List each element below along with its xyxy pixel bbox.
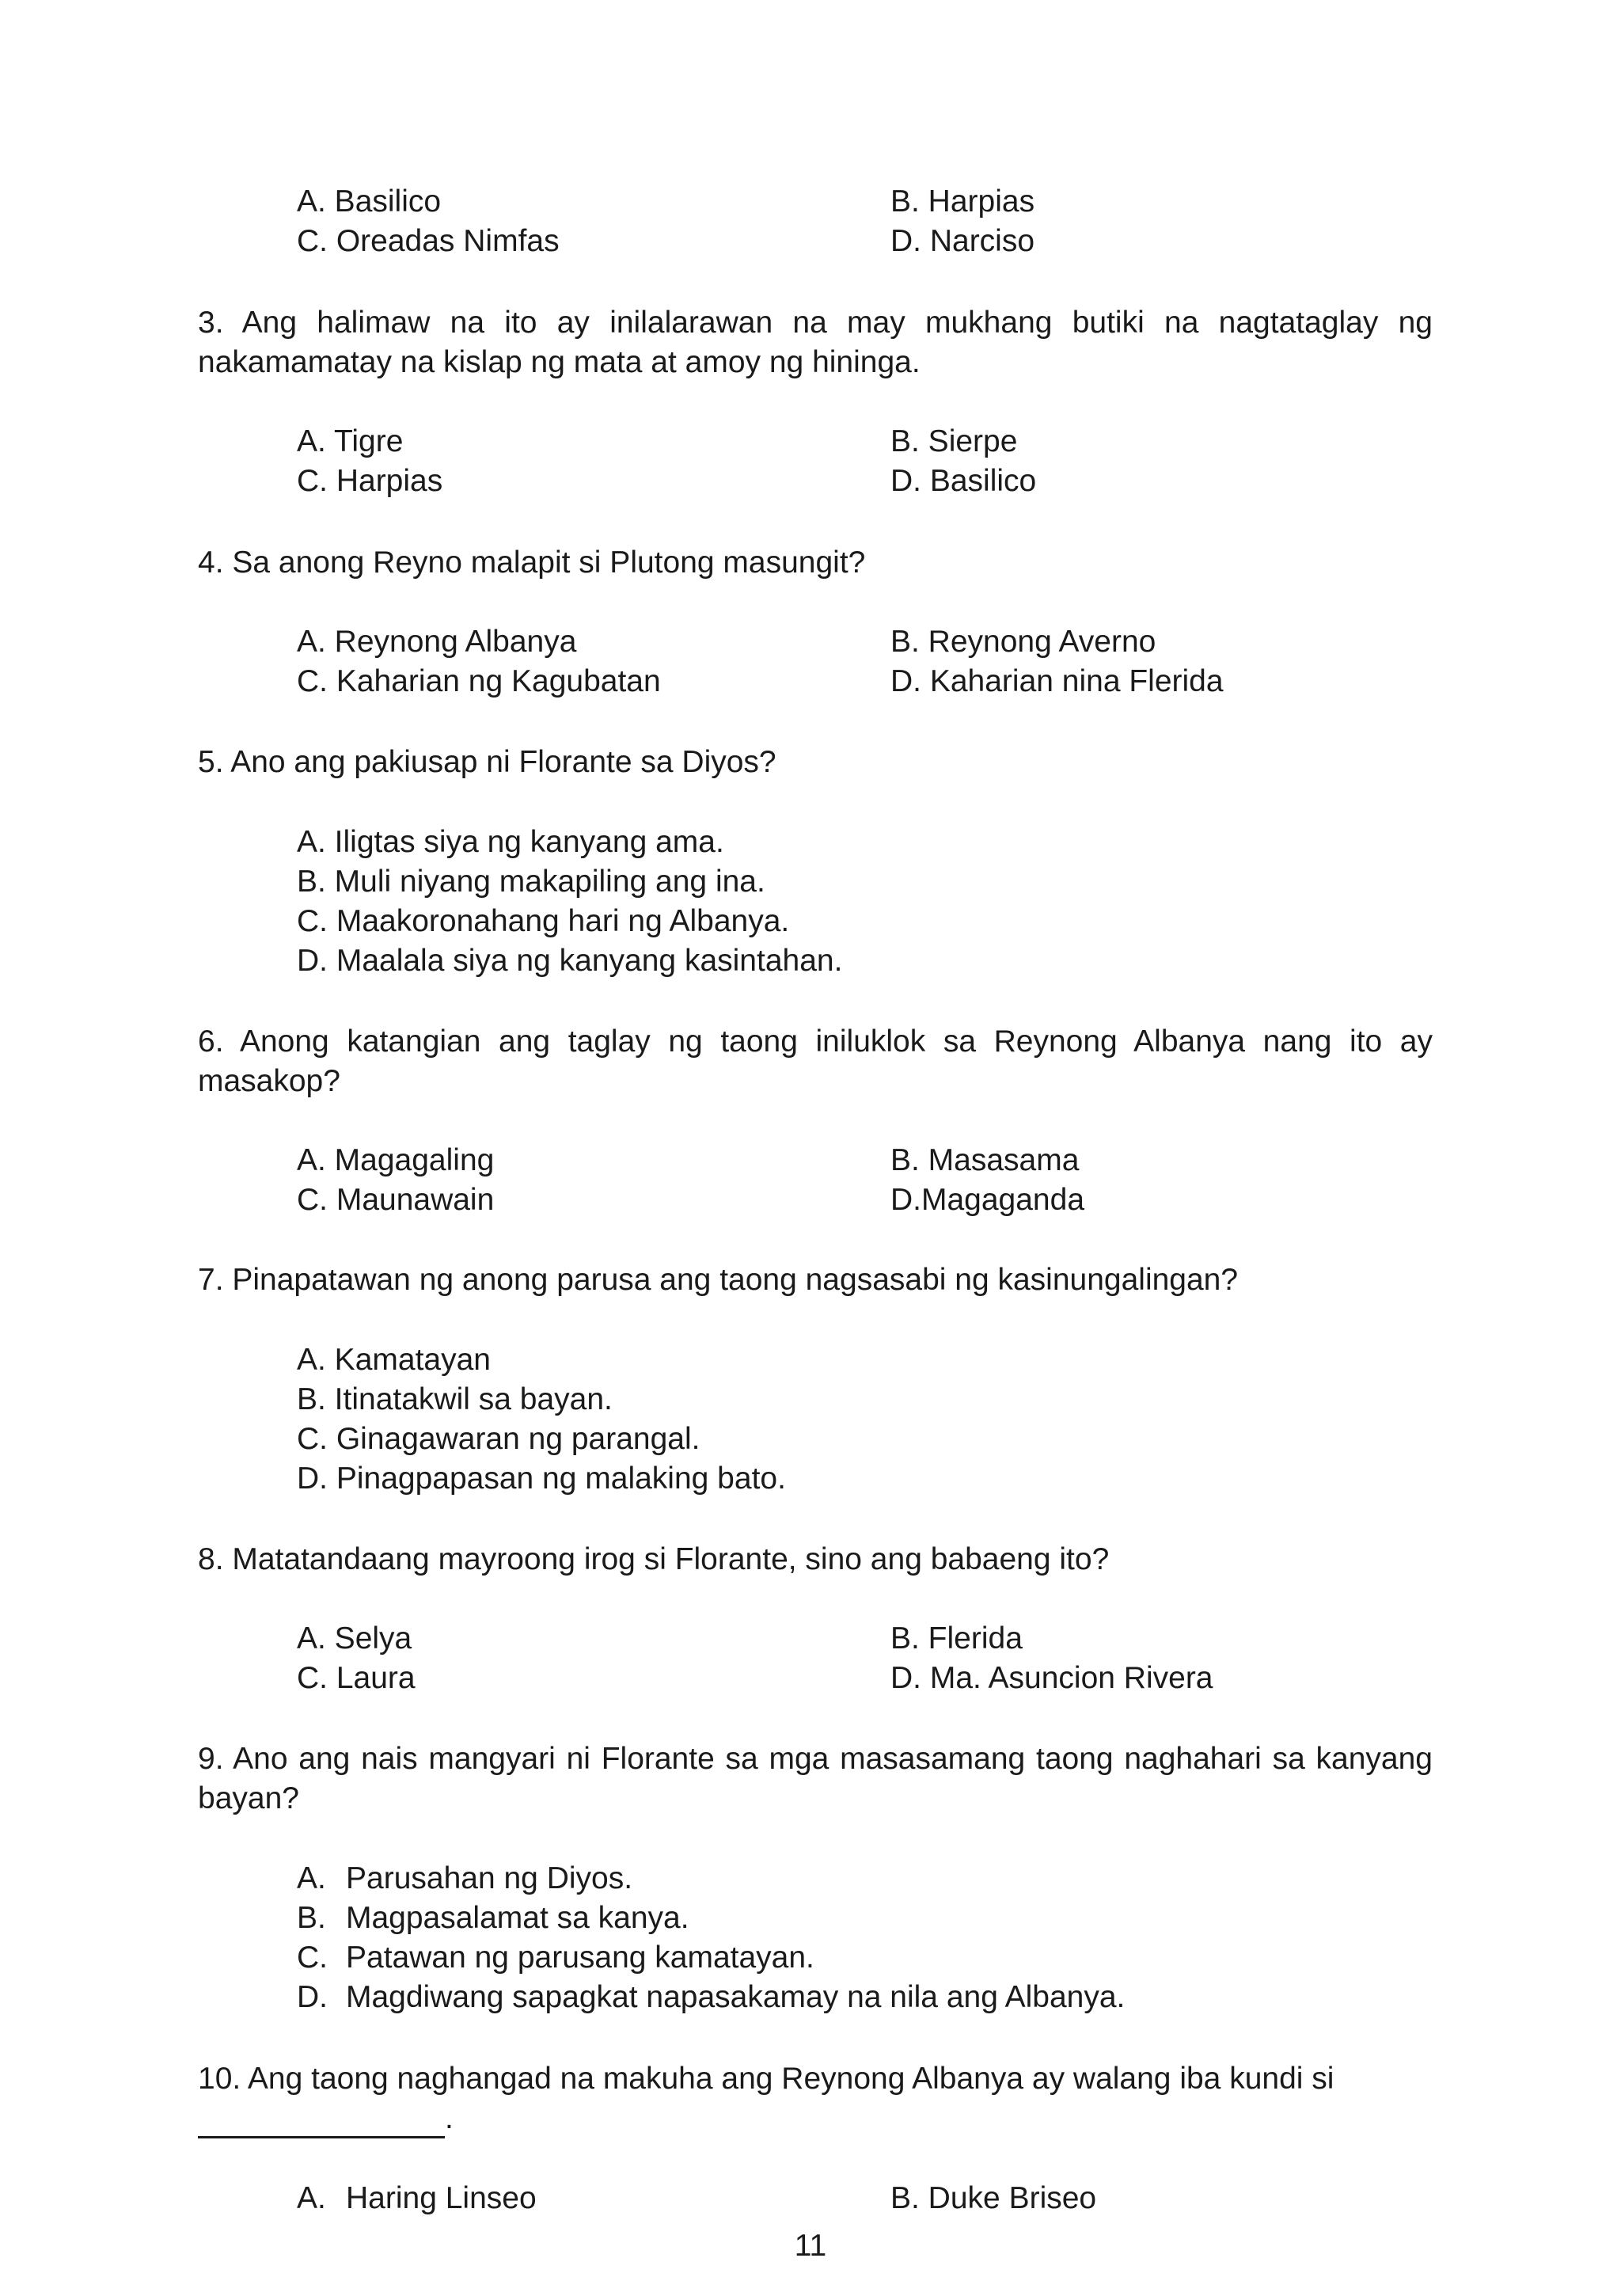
option-b[interactable]: B. Reynong Averno bbox=[890, 625, 1156, 659]
option-b[interactable]: B. Masasama bbox=[890, 1143, 1080, 1177]
question-3 bbox=[198, 303, 1433, 382]
option-row bbox=[297, 222, 1437, 261]
option-letter: B. bbox=[297, 1901, 326, 1935]
question-text: 8. Matatandaang mayroong irog si Florante, sino ang babaeng ito? bbox=[198, 1542, 1110, 1576]
option-text: Magdiwang sapagkat napasakamay na nila ang Albanya. bbox=[346, 1980, 1126, 2014]
question-10 bbox=[198, 2059, 1433, 2138]
answer-blank-line bbox=[198, 2099, 1433, 2138]
option-a[interactable]: A. Iligtas siya ng kanyang ama. bbox=[297, 825, 724, 859]
option-letter: C. bbox=[297, 1941, 328, 1975]
option-letter: D. bbox=[297, 1980, 328, 2014]
option-c[interactable]: C. Kaharian ng Kagubatan bbox=[297, 664, 661, 698]
question-text: 10. Ang taong naghangad na makuha ang Reynong Albanya ay walang iba kundi si bbox=[198, 2062, 1334, 2096]
option-a[interactable]: A. Selya bbox=[297, 1621, 412, 1655]
option-b[interactable]: B. Flerida bbox=[890, 1621, 1023, 1655]
option-c[interactable]: C. Harpias bbox=[297, 464, 443, 498]
option-b[interactable]: B. Itinatakwil sa bayan. bbox=[297, 1382, 613, 1416]
option-row bbox=[297, 622, 1437, 662]
question-text: 3. Ang halimaw na ito ay inilalarawan na may mukhang butiki na nagtataglay ng nakamamatay na kislap ng mata at amoy ng hininga. bbox=[198, 306, 1433, 379]
option-d[interactable]: D. Pinagpapasan ng malaking bato. bbox=[297, 1462, 786, 1496]
option-text: Magpasalamat sa kanya. bbox=[346, 1901, 689, 1935]
option-letter: A. bbox=[297, 1861, 326, 1895]
option-a[interactable] bbox=[297, 2179, 537, 2218]
question-text: 6. Anong katangian ang taglay ng taong iniluklok sa Reynong Albanya nang ito ay masakop? bbox=[198, 1024, 1433, 1098]
option-c[interactable]: C. Oreadas Nimfas bbox=[297, 224, 560, 258]
answer-blank[interactable] bbox=[198, 2106, 445, 2138]
option-a[interactable]: A. Tigre bbox=[297, 424, 404, 458]
option-text: Parusahan ng Diyos. bbox=[346, 1861, 633, 1895]
option-d[interactable]: D.Magaganda bbox=[890, 1183, 1085, 1217]
blank-period: . bbox=[445, 2101, 454, 2135]
option-d[interactable]: D. Basilico bbox=[890, 464, 1037, 498]
q7-options bbox=[297, 1340, 1405, 1499]
option-a[interactable] bbox=[297, 1859, 1405, 1899]
option-b[interactable]: B. Muli niyang makapiling ang ina. bbox=[297, 865, 765, 899]
option-d[interactable] bbox=[297, 1978, 1405, 2017]
option-c[interactable]: C. Maunawain bbox=[297, 1183, 495, 1217]
question-6 bbox=[198, 1022, 1433, 1101]
option-a[interactable]: A. Basilico bbox=[297, 184, 442, 219]
option-a[interactable]: A. Reynong Albanya bbox=[297, 625, 577, 659]
option-c[interactable] bbox=[297, 1938, 1405, 1978]
q3-options bbox=[297, 422, 1437, 501]
option-d[interactable]: D. Maalala siya ng kanyang kasintahan. bbox=[297, 944, 843, 978]
question-text: 4. Sa anong Reyno malapit si Plutong masungit? bbox=[198, 545, 866, 580]
q2-options bbox=[297, 182, 1437, 261]
option-c[interactable]: C. Laura bbox=[297, 1661, 416, 1695]
q4-options bbox=[297, 622, 1437, 701]
option-c[interactable]: C. Maakoronahang hari ng Albanya. bbox=[297, 904, 790, 938]
q5-options bbox=[297, 823, 1405, 981]
option-a[interactable]: A. Magagaling bbox=[297, 1143, 495, 1177]
question-8 bbox=[198, 1540, 1433, 1579]
q10-options bbox=[297, 2179, 1437, 2218]
option-b[interactable]: B. Sierpe bbox=[890, 424, 1018, 458]
option-row bbox=[297, 1141, 1437, 1180]
question-text: 7. Pinapatawan ng anong parusa ang taong nagsasabi ng kasinungalingan? bbox=[198, 1263, 1239, 1297]
q8-options bbox=[297, 1619, 1437, 1698]
question-7 bbox=[198, 1260, 1433, 1300]
question-text: 9. Ano ang nais mangyari ni Florante sa mga masasamang taong naghahari sa kanyang bayan? bbox=[198, 1742, 1433, 1815]
option-row bbox=[297, 1659, 1437, 1698]
option-row bbox=[297, 2179, 1437, 2218]
option-row bbox=[297, 662, 1437, 701]
option-d[interactable]: D. Ma. Asuncion Rivera bbox=[890, 1661, 1213, 1695]
option-row bbox=[297, 1619, 1437, 1659]
option-d[interactable]: D. Narciso bbox=[890, 224, 1035, 258]
option-d[interactable]: D. Kaharian nina Flerida bbox=[890, 664, 1224, 698]
option-row bbox=[297, 182, 1437, 222]
question-9 bbox=[198, 1739, 1433, 1819]
option-row bbox=[297, 1180, 1437, 1220]
option-row bbox=[297, 462, 1437, 501]
question-5 bbox=[198, 743, 1433, 782]
option-letter: A. bbox=[297, 2181, 326, 2215]
question-text: 5. Ano ang pakiusap ni Florante sa Diyos? bbox=[198, 745, 776, 779]
option-text: Haring Linseo bbox=[346, 2181, 537, 2215]
page-number: 11 bbox=[794, 2229, 827, 2263]
option-a[interactable]: A. Kamatayan bbox=[297, 1343, 491, 1377]
option-row bbox=[297, 422, 1437, 462]
q6-options bbox=[297, 1141, 1437, 1220]
option-b[interactable] bbox=[297, 1899, 1405, 1938]
q9-options bbox=[297, 1859, 1405, 2017]
option-b[interactable]: B. Harpias bbox=[890, 184, 1035, 219]
question-4 bbox=[198, 543, 1433, 583]
option-c[interactable]: C. Ginagawaran ng parangal. bbox=[297, 1422, 700, 1456]
option-b[interactable]: B. Duke Briseo bbox=[890, 2181, 1097, 2215]
option-text: Patawan ng parusang kamatayan. bbox=[346, 1941, 814, 1975]
